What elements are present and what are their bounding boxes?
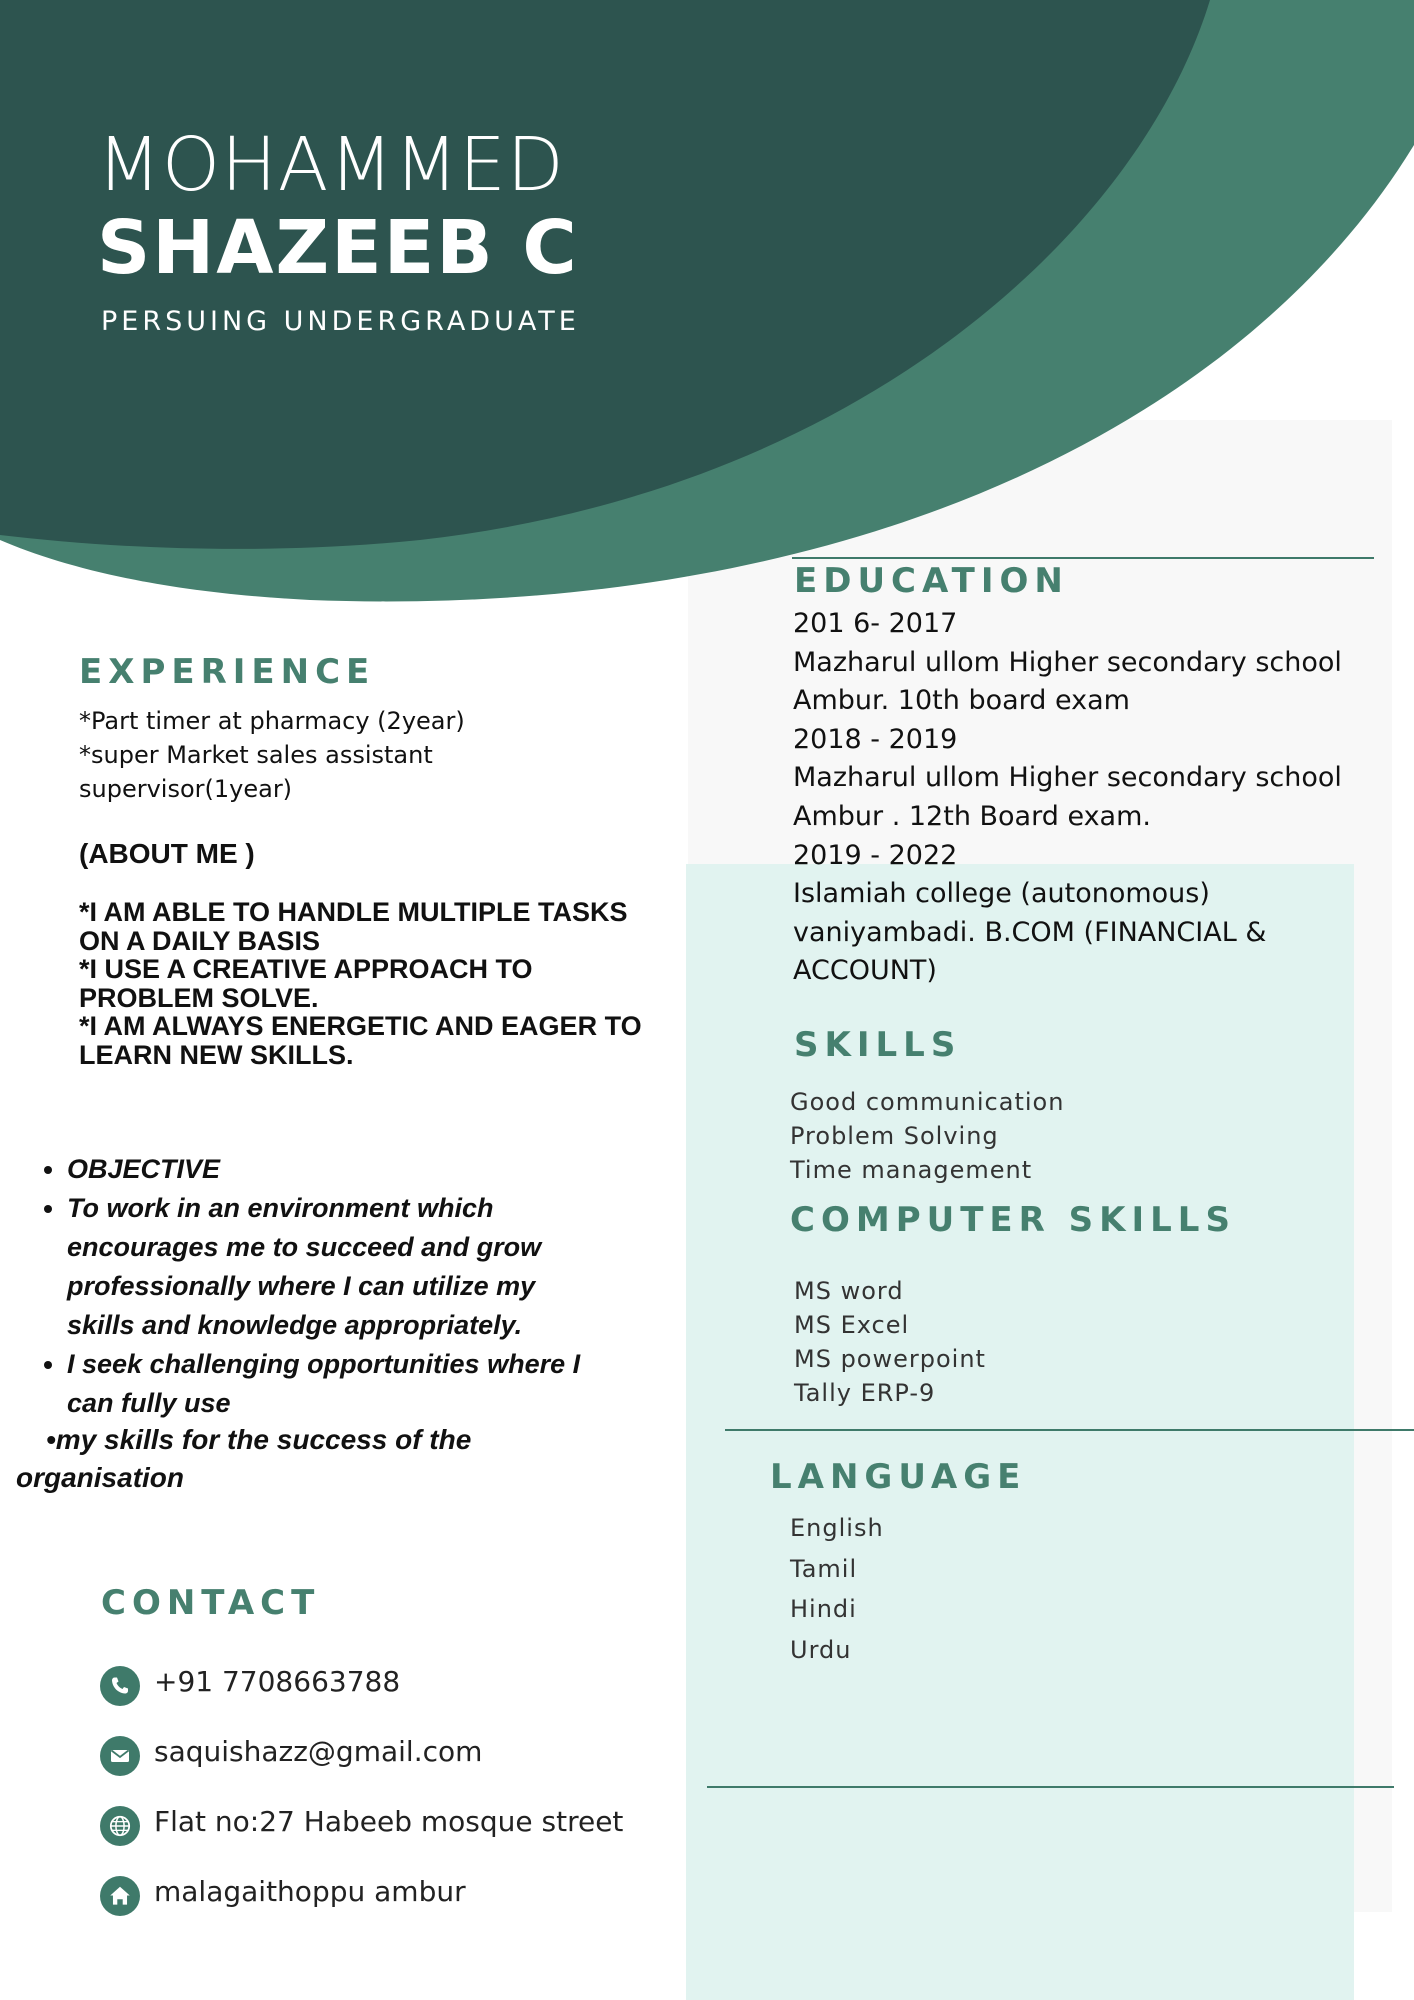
contact-heading: CONTACT xyxy=(101,1583,321,1623)
skills-heading: SKILLS xyxy=(794,1025,962,1065)
education-divider xyxy=(792,557,1374,559)
skill-item: Good communication xyxy=(790,1088,1065,1116)
computer-skill-item: MS powerpoint xyxy=(794,1345,986,1373)
objective-continuation-1: •my skills for the success of the xyxy=(46,1424,472,1455)
experience-heading: EXPERIENCE xyxy=(79,652,376,692)
language-list xyxy=(790,1508,884,1670)
right-column-teal-panel xyxy=(686,864,1354,2000)
education-line: Ambur . 12th Board exam. xyxy=(793,800,1151,832)
education-line: vaniyambadi. B.COM (FINANCIAL & xyxy=(793,916,1267,948)
objective-item: • OBJECTIVE xyxy=(67,1150,600,1189)
experience-line: *super Market sales assistant xyxy=(79,741,433,769)
contact-phone[interactable]: +91 7708663788 xyxy=(154,1665,401,1698)
education-line: Mazharul ullom Higher secondary school xyxy=(793,646,1342,678)
contact-address-line-1: Flat no:27 Habeeb mosque street xyxy=(154,1805,624,1838)
experience-list xyxy=(79,704,465,806)
education-line: ACCOUNT) xyxy=(793,955,937,987)
contact-email[interactable]: saquishazz@gmail.com xyxy=(154,1735,483,1768)
home-icon xyxy=(100,1876,140,1916)
name-first-line: MOHAMMED xyxy=(97,122,565,208)
objective-item: • I seek challenging opportunities where I can fully use xyxy=(67,1345,600,1423)
about-line: *I AM ABLE TO HANDLE MULTIPLE TASKS xyxy=(79,897,628,927)
skill-item: Problem Solving xyxy=(790,1122,999,1150)
language-item: Hindi xyxy=(790,1595,857,1623)
language-item: Urdu xyxy=(790,1635,852,1664)
computer-skill-item: Tally ERP-9 xyxy=(794,1379,936,1407)
computer-skills-list xyxy=(794,1274,986,1410)
objective-continuation-2: organisation xyxy=(16,1462,185,1493)
education-line: 201 6- 2017 xyxy=(793,608,958,639)
globe-icon xyxy=(100,1806,140,1846)
name-last-line: SHAZEEB C xyxy=(97,205,579,291)
about-line: *I AM ALWAYS ENERGETIC AND EAGER TO xyxy=(79,1011,642,1041)
about-me-title: (ABOUT ME ) xyxy=(79,838,255,869)
objective-item: • To work in an environment which encourages me to succeed and grow professionally where I can utilize my skills and knowledge appropriately. xyxy=(67,1189,600,1345)
language-divider-bottom xyxy=(707,1786,1394,1788)
education-line: Mazharul ullom Higher secondary school xyxy=(793,762,1342,794)
education-heading: EDUCATION xyxy=(794,561,1069,601)
experience-line: supervisor(1year) xyxy=(79,775,293,803)
language-item: Tamil xyxy=(790,1554,858,1583)
objective-list xyxy=(40,1150,600,1423)
language-heading: LANGUAGE xyxy=(770,1457,1027,1497)
contact-address-line-2: malagaithoppu ambur xyxy=(154,1875,466,1908)
about-me-text xyxy=(79,898,659,1069)
education-line: Islamiah college (autonomous) xyxy=(793,878,1210,910)
computer-skill-item: MS Excel xyxy=(794,1311,910,1339)
skill-item: Time management xyxy=(790,1156,1033,1184)
subtitle: PERSUING UNDERGRADUATE xyxy=(101,306,580,337)
about-line: *I USE A CREATIVE APPROACH TO xyxy=(79,954,533,984)
about-line: PROBLEM SOLVE. xyxy=(79,982,319,1013)
language-divider-top xyxy=(725,1429,1414,1431)
education-line: 2018 - 2019 xyxy=(793,723,958,755)
phone-icon xyxy=(100,1666,140,1706)
email-icon xyxy=(100,1736,140,1776)
computer-skill-item: MS word xyxy=(794,1277,904,1305)
education-line: 2019 - 2022 xyxy=(793,839,958,871)
education-line: Ambur. 10th board exam xyxy=(793,685,1130,717)
education-list xyxy=(793,605,1342,991)
skills-list xyxy=(790,1085,1064,1187)
experience-line: *Part timer at pharmacy (2year) xyxy=(79,707,465,735)
about-line: ON A DAILY BASIS xyxy=(79,925,321,956)
computer-skills-heading: COMPUTER SKILLS xyxy=(790,1200,1236,1240)
about-line: LEARN NEW SKILLS. xyxy=(79,1039,354,1070)
language-item: English xyxy=(790,1514,884,1542)
